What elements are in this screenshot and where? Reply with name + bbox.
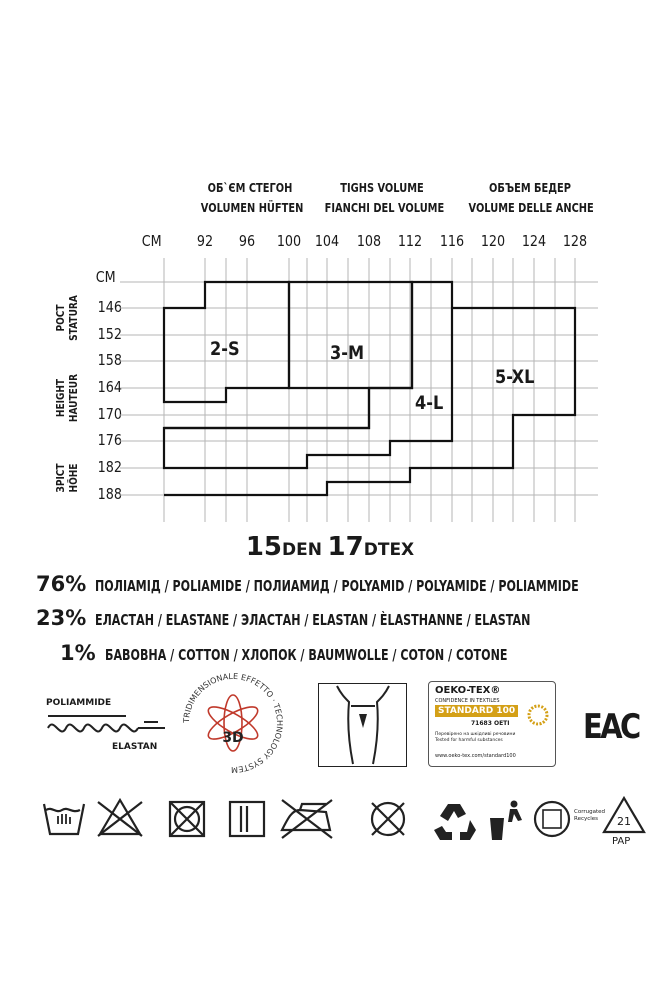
x-tick-label: 96 [238, 232, 256, 250]
size-label-3m: 3-M [330, 342, 365, 364]
pap-label: PAP [612, 836, 631, 847]
oeko-sub: CONFIDENCE IN TEXTILES [435, 698, 500, 704]
y-tick-label: 170 [97, 405, 122, 423]
no-iron-icon [282, 800, 332, 838]
composition-text: ПОЛІАМІД / POLIAMIDE / ПОЛИАМИД / POLYAMID / POLYAMIDE / POLIAMMIDE [95, 577, 580, 595]
den-value: 15 [245, 532, 283, 562]
header-hip-it: FIANCHI DEL VOLUME [324, 201, 445, 215]
y-unit-label: CM [95, 268, 116, 286]
size-label-5xl: 5-XL [495, 366, 535, 388]
x-tick-label: 120 [480, 232, 506, 250]
no-dry-clean-icon [372, 803, 404, 835]
size-label-4l: 4-L [415, 392, 444, 414]
composition-row-elastane [36, 606, 660, 630]
header-hip-de: VOLUMEN HÜFTEN [200, 201, 304, 215]
y-tick-label: 176 [97, 431, 122, 449]
oeko-standard: STANDARD 100 [435, 705, 518, 717]
header-hip-en: TIGHS VOLUME [340, 181, 424, 195]
y-tick-label: 188 [97, 485, 122, 503]
oeko-code: 71683 OETI [471, 720, 510, 727]
svg-text:TRIDIMENSIONALE EFFETTO · TECH [182, 672, 284, 774]
side-label-height-en-fr: HEIGHT HAUTEUR [54, 373, 80, 423]
oeko-url: www.oeko-tex.com/standard100 [435, 753, 516, 759]
denier-title [0, 532, 660, 562]
tights-silhouette-badge [318, 683, 407, 767]
oeko-brand: OEKO-TEX® [435, 685, 501, 696]
header-hip-ru: ОБЪЕМ БЕДЕР [489, 181, 571, 195]
x-tick-label: 116 [439, 232, 465, 250]
oeko-tex-badge [428, 681, 556, 767]
x-unit-label: CM [141, 232, 162, 250]
size-outline-3m [164, 282, 412, 428]
tech-3d-label: 3D [222, 730, 244, 746]
header-hip-it2: VOLUME DELLE ANCHE [468, 201, 594, 215]
composition-pct: 76% [36, 572, 87, 596]
y-tick-label: 152 [97, 325, 122, 343]
no-tumble-dry-icon [170, 802, 204, 836]
x-tick-label: 104 [314, 232, 340, 250]
fiber-label-polyamide: POLIAMMIDE [46, 698, 112, 708]
tidyman-icon [490, 801, 522, 841]
y-tick-label: 164 [97, 378, 122, 396]
dtex-value: 17 [327, 532, 364, 562]
eac-label: EAC [583, 707, 639, 747]
x-tick-label: 124 [521, 232, 547, 250]
composition-row-polyamide [36, 572, 660, 596]
x-tick-label: 100 [276, 232, 302, 250]
side-label-height-ua-de: ЗРІСТ HÖHE [54, 463, 80, 493]
oeko-note-en: Tested for harmful substances [435, 738, 503, 743]
size-label-2s: 2-S [210, 338, 240, 360]
y-tick-label: 182 [97, 458, 122, 476]
hand-wash-icon [44, 804, 84, 834]
header-hip-ua: ОБ`ЄМ СТЕГОН [207, 181, 293, 195]
x-tick-label: 92 [196, 232, 214, 250]
oeko-note-ua: Перевірено на шкідливі речовини [435, 732, 516, 737]
3d-flower-icon [178, 668, 288, 778]
corrugated-recycles-label: Corrugated Recycles [574, 809, 606, 822]
x-tick-label: 112 [397, 232, 423, 250]
y-tick-label: 158 [97, 351, 122, 369]
legs-icon [319, 684, 406, 766]
size-outline-4l [164, 282, 452, 468]
eac-mark [583, 703, 639, 751]
tech-ring-text: TRIDIMENSIONALE EFFETTO · TECHNOLOGY SYSTEM [181, 671, 285, 775]
corrugated-recycles-icon [535, 802, 569, 836]
composition-pct: 23% [36, 606, 87, 630]
side-label-height-ru-it: РОСТ STATURA [54, 295, 80, 341]
oeko-flower-icon [527, 704, 549, 726]
drip-dry-icon [230, 802, 264, 836]
pap-number: 21 [617, 815, 631, 828]
composition-pct: 1% [60, 641, 96, 665]
dtex-unit: DTEX [363, 540, 415, 560]
x-tick-label: 128 [562, 232, 588, 250]
den-unit: DEN [282, 540, 322, 560]
y-tick-label: 146 [97, 298, 122, 316]
composition-text: ЕЛАСТАН / ELASTANE / ЭЛАСТАН / ELASTAN / ÈLASTHANNE / ELASTAN [95, 611, 531, 629]
fiber-structure-badge [40, 690, 170, 760]
composition-row-cotton [60, 641, 649, 665]
x-tick-label: 108 [356, 232, 382, 250]
3d-technology-badge [178, 668, 288, 778]
composition-text: БАВОВНА / COTTON / ХЛОПОК / BAUMWOLLE / COTON / COTONE [104, 646, 508, 664]
no-bleach-icon [98, 800, 142, 836]
recycle-icon [434, 804, 476, 840]
care-icons-row [0, 790, 660, 860]
fiber-label-elastan: ELASTAN [112, 742, 158, 752]
